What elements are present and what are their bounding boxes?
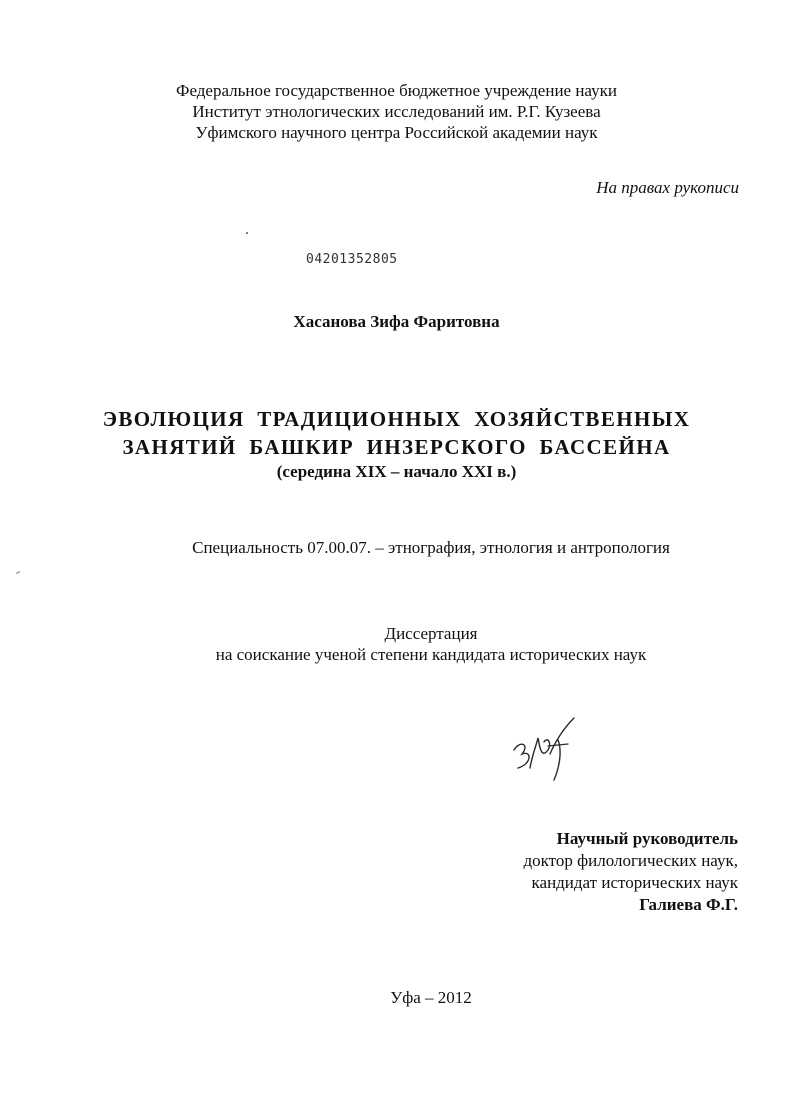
institution-line-2: Институт этнологических исследований им. Р.Г. Кузеева — [192, 102, 601, 121]
title-line-1: ЭВОЛЮЦИЯ ТРАДИЦИОННЫХ ХОЗЯЙСТВЕННЫХ — [102, 407, 691, 431]
handwritten-signature — [508, 710, 588, 785]
supervisor-name: Галиева Ф.Г. — [639, 895, 738, 914]
degree-sought: на соискание ученой степени кандидата исторических наук — [215, 645, 647, 664]
author-name: Хасанова Зифа Фаритовна — [293, 312, 500, 331]
scan-speck — [246, 232, 248, 234]
library-registration-code: 04201352805 — [306, 252, 398, 267]
title-period: (середина XIX – начало XXI в.) — [276, 462, 517, 481]
institution-line-1: Федеральное государственное бюджетное учреждение науки — [176, 81, 617, 100]
manuscript-rights-note: На правах рукописи — [596, 178, 739, 197]
institution-header — [0, 80, 793, 143]
supervisor-heading: Научный руководитель — [556, 829, 738, 848]
title-line-2: ЗАНЯТИЙ БАШКИР ИНЗЕРСКОГО БАССЕЙНА — [122, 435, 671, 459]
dissertation-label: Диссертация — [384, 624, 478, 643]
supervisor-degree-2: кандидат исторических наук — [531, 873, 738, 892]
supervisor-block — [398, 828, 738, 916]
dissertation-title — [0, 405, 793, 483]
supervisor-degree-1: доктор филологических наук, — [523, 851, 738, 870]
institution-line-3: Уфимского научного центра Российской академии наук — [195, 123, 598, 142]
degree-statement — [0, 623, 793, 665]
specialty-line: Специальность 07.00.07. – этнография, этнология и антропология — [192, 538, 670, 557]
city-year: Уфа – 2012 — [390, 988, 472, 1007]
scan-speck — [16, 571, 20, 574]
